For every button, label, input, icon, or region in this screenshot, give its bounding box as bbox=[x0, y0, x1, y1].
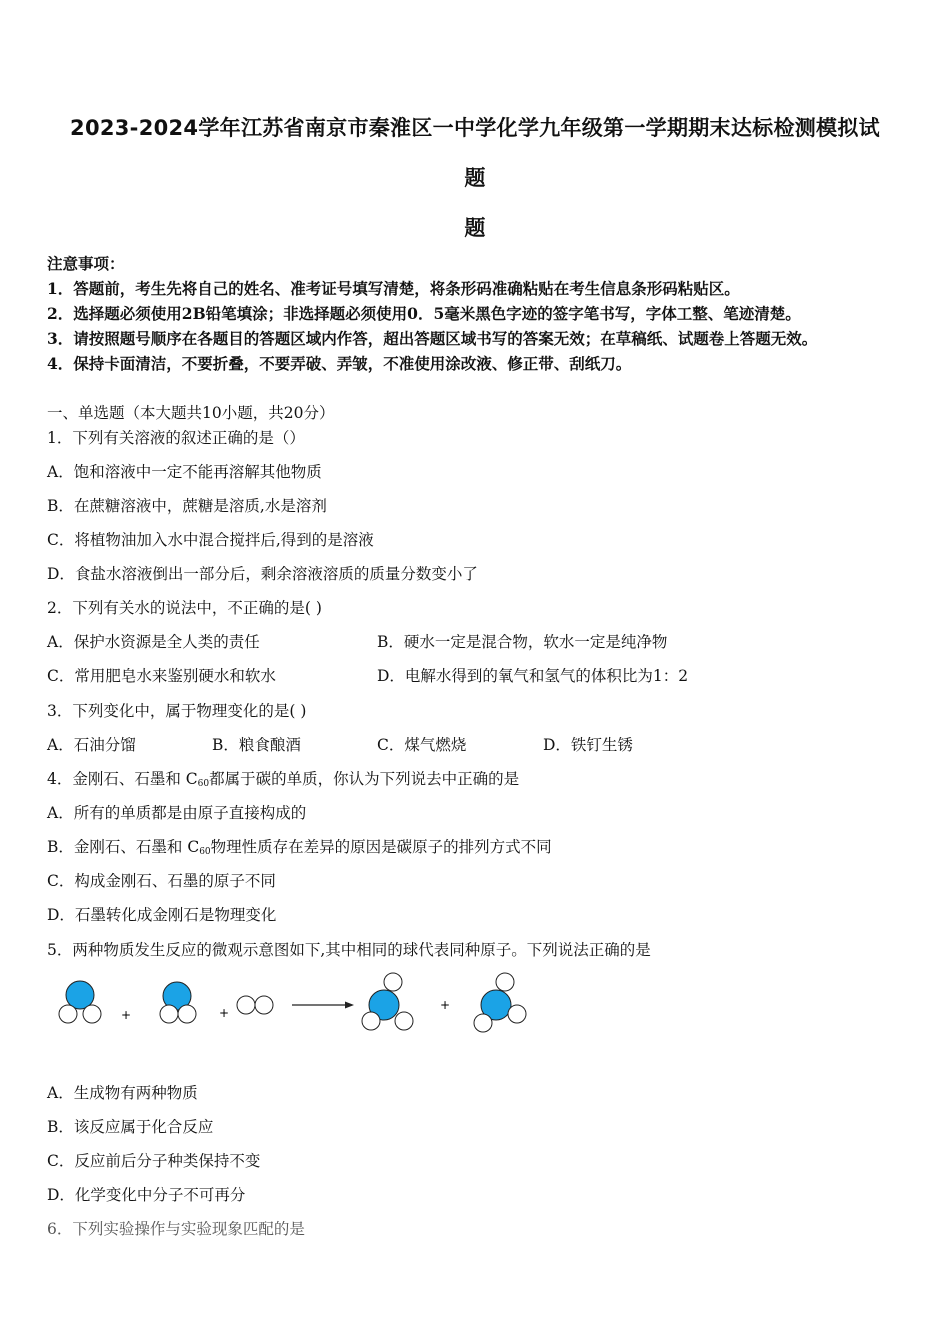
q3-option-a: A．石油分馏 bbox=[47, 736, 136, 754]
q2-stem: 2．下列有关水的说法中，不正确的是( ) bbox=[47, 599, 322, 617]
page-title-continued: 题 bbox=[464, 166, 486, 190]
atom-white bbox=[255, 996, 273, 1014]
q1-option-b: B．在蔗糖溶液中，蔗糖是溶质,水是溶剂 bbox=[47, 497, 327, 515]
plus-sign-2: + bbox=[219, 1006, 230, 1020]
product-molecule-1 bbox=[362, 973, 413, 1030]
page-title: 2023-2024学年江苏省南京市秦淮区一中学化学九年级第一学期期末达标检测模拟试 bbox=[70, 116, 880, 140]
q2-option-a: A．保护水资源是全人类的责任 bbox=[47, 633, 260, 651]
q2-option-b: B．硬水一定是混合物，软水一定是纯净物 bbox=[377, 633, 668, 651]
notice-item-3: 3．请按照题号顺序在各题目的答题区域内作答，超出答题区域书写的答案无效；在草稿纸、试题卷上答题无效。 bbox=[47, 329, 818, 348]
notice-item-4: 4．保持卡面清洁，不要折叠，不要弄破、弄皱，不准使用涂改液、修正带、刮纸刀。 bbox=[47, 354, 632, 373]
plus-sign-3: + bbox=[440, 998, 451, 1012]
q3-option-c: C．煤气燃烧 bbox=[377, 736, 467, 754]
atom-white bbox=[395, 1012, 413, 1030]
atom-white bbox=[237, 996, 255, 1014]
q3-option-b: B．粮食酿酒 bbox=[212, 736, 301, 754]
atom-white bbox=[362, 1012, 380, 1030]
atom-white bbox=[474, 1014, 492, 1032]
plus-sign-1: + bbox=[121, 1008, 132, 1022]
atom-white bbox=[496, 973, 514, 991]
reaction-arrow bbox=[292, 1002, 354, 1009]
page-title-repeat: 题 bbox=[464, 216, 486, 240]
q4-option-d: D．石墨转化成金刚石是物理变化 bbox=[47, 906, 277, 924]
q3-stem: 3．下列变化中，属于物理变化的是( ) bbox=[47, 702, 307, 720]
q1-option-a: A．饱和溶液中一定不能再溶解其他物质 bbox=[47, 463, 322, 481]
section-heading: 一、单选题（本大题共10小题，共20分） bbox=[47, 404, 335, 422]
atom-white bbox=[160, 1005, 178, 1023]
reactant-molecule-3 bbox=[237, 996, 273, 1014]
q1-option-c: C．将植物油加入水中混合搅拌后,得到的是溶液 bbox=[47, 531, 374, 549]
notice-heading: 注意事项： bbox=[47, 254, 125, 273]
q5-stem: 5．两种物质发生反应的微观示意图如下,其中相同的球代表同种原子。下列说法正确的是 bbox=[47, 941, 651, 959]
q5-option-a: A．生成物有两种物质 bbox=[47, 1084, 198, 1102]
notice-item-1: 1．答题前，考生先将自己的姓名、准考证号填写清楚，将条形码准确粘贴在考生信息条形码粘贴区。 bbox=[47, 279, 740, 298]
q1-stem: 1．下列有关溶液的叙述正确的是（） bbox=[47, 429, 305, 447]
q5-option-c: C．反应前后分子种类保持不变 bbox=[47, 1152, 261, 1170]
q5-option-b: B．该反应属于化合反应 bbox=[47, 1118, 214, 1136]
reactant-molecule-1 bbox=[59, 981, 101, 1023]
q6-stem: 6．下列实验操作与实验现象匹配的是 bbox=[47, 1220, 305, 1238]
q4-option-c: C．构成金刚石、石墨的原子不同 bbox=[47, 872, 276, 890]
atom-white bbox=[178, 1005, 196, 1023]
q4-option-b: B．金刚石、石墨和 $C_{60}$物理性质存在差异的原因是碳原子的排列方式不同 bbox=[47, 838, 552, 857]
q4-option-a: A．所有的单质都是由原子直接构成的 bbox=[47, 804, 307, 822]
q2-option-d: D．电解水得到的氧气和氢气的体积比为1：2 bbox=[377, 667, 689, 685]
q4-stem: 4．金刚石、石墨和 $C_{60}$都属于碳的单质，你认为下列说去中正确的是 bbox=[47, 770, 520, 789]
atom-white bbox=[508, 1005, 526, 1023]
atom-white bbox=[384, 973, 402, 991]
q1-option-d: D．食盐水溶液倒出一部分后，剩余溶液溶质的质量分数变小了 bbox=[47, 565, 478, 583]
product-molecule-2 bbox=[474, 973, 526, 1032]
notice-item-2: 2．选择题必须使用2B铅笔填涂；非选择题必须使用0．5毫米黑色字迹的签字笔书写，字体工整、笔迹清楚。 bbox=[47, 304, 801, 323]
q3-option-d: D．铁钉生锈 bbox=[543, 736, 633, 754]
reaction-diagram bbox=[50, 968, 540, 1048]
atom-white bbox=[59, 1005, 77, 1023]
atom-white bbox=[83, 1005, 101, 1023]
reactant-molecule-2 bbox=[160, 982, 196, 1023]
q2-option-c: C．常用肥皂水来鉴别硬水和软水 bbox=[47, 667, 276, 685]
q5-option-d: D．化学变化中分子不可再分 bbox=[47, 1186, 246, 1204]
